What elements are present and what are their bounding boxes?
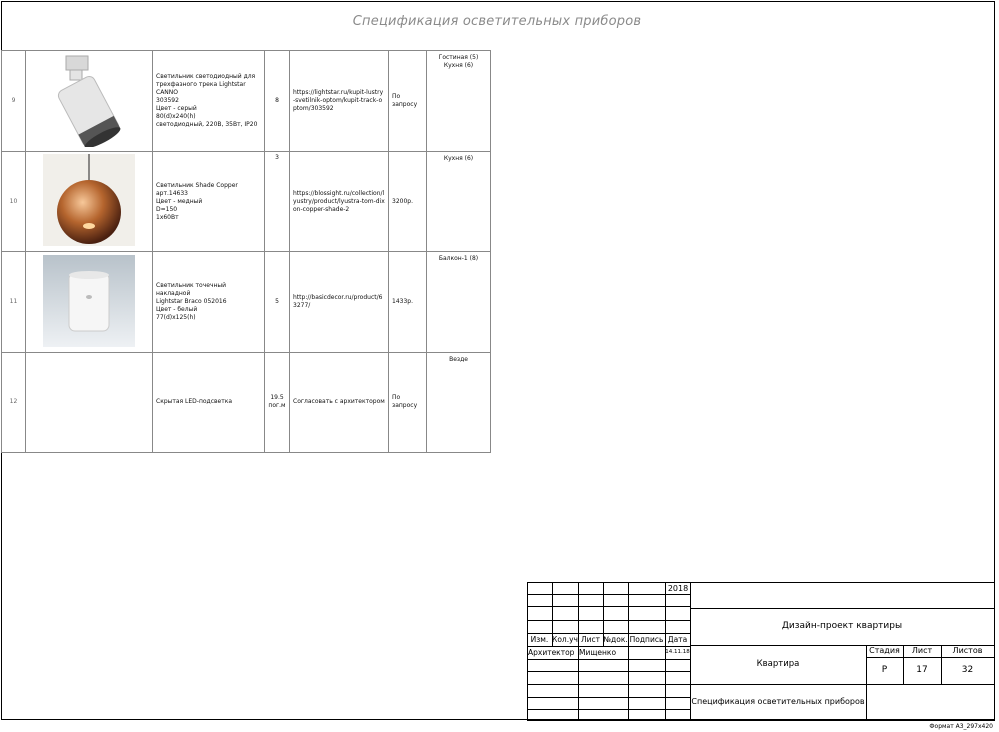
quantity-cell — [265, 352, 290, 452]
description-line: Светильник Shade Copper арт.14633 — [156, 181, 238, 197]
sheets-label: Листов — [952, 646, 983, 655]
room-cell — [427, 51, 491, 152]
description-line: Светильник точечный накладной — [156, 282, 227, 298]
room-line: Балкон-1 (8) — [438, 255, 479, 263]
price-cell: 1433р. — [389, 252, 427, 352]
product-photo — [26, 152, 153, 252]
price-cell: По запросу — [389, 352, 427, 452]
quantity-cell — [265, 252, 290, 352]
product-link[interactable]: https://blossight.ru/collection/lyustry/product/lyustra-tom-dixon-copper-shade-2 — [290, 152, 389, 252]
description-line: 77(d)x125(h) — [156, 314, 196, 322]
format-label: Формат А3_297х420 — [929, 723, 993, 730]
table-row — [2, 152, 491, 252]
page-title: Спецификация осветительных приборов — [352, 14, 642, 29]
description-line: 80(d)x240(h) — [156, 113, 196, 121]
description-line: трехфазного трека Lightstar CANNO — [156, 81, 246, 97]
sheet-label: Лист — [911, 646, 933, 655]
row-number: 11 — [2, 252, 26, 352]
date-value: 14.11.18 — [665, 649, 690, 655]
product-link[interactable]: https://lightstar.ru/kupit-lustry-svetilnik-optom/kupit-track-optom/303592 — [290, 51, 389, 152]
product-description — [153, 51, 265, 152]
role-label: Архитектор — [528, 648, 575, 657]
product-description — [153, 152, 265, 252]
description-line: Цвет - медный — [156, 197, 203, 205]
description-line: D=150 — [156, 205, 178, 213]
row-number: 12 — [2, 352, 26, 452]
room-cell — [427, 352, 491, 452]
product-photo — [26, 252, 153, 352]
author-name: Мищенко — [579, 648, 617, 657]
product-description — [153, 252, 265, 352]
description-line: светодиодный, 220В, 35Вт, IP20 — [156, 121, 258, 129]
sheets-value: 32 — [961, 665, 974, 675]
description-line: Цвет - белый — [156, 306, 198, 314]
description-line: Lightstar Braco 052016 — [156, 298, 227, 306]
title-block-rule — [527, 720, 995, 721]
column-header: Лист — [580, 635, 600, 644]
column-header: №док. — [603, 635, 628, 644]
row-number: 9 — [2, 51, 26, 152]
project-name: Дизайн-проект квартиры — [781, 621, 903, 631]
price-cell: 3200р. — [389, 152, 427, 252]
room-line: Везде — [449, 355, 468, 363]
quantity-cell — [265, 51, 290, 152]
quantity-value: 3 — [275, 154, 279, 162]
quantity-value: 5 — [275, 298, 279, 306]
description-line: Цвет - серый — [156, 105, 197, 113]
ceiling-spot-icon — [26, 255, 152, 350]
table-row — [2, 352, 491, 452]
copper-pendant-icon — [26, 154, 152, 249]
product-description — [153, 352, 265, 452]
product-link: Согласовать с архитектором — [290, 352, 389, 452]
product-photo — [26, 51, 153, 152]
stage-label: Стадия — [869, 646, 900, 655]
quantity-cell — [265, 152, 290, 252]
room-cell — [427, 152, 491, 252]
table-row — [2, 252, 491, 352]
description-line: 1х60Вт — [156, 213, 179, 221]
price-cell: По запросу — [389, 51, 427, 152]
room-line: Кухня (6) — [443, 62, 474, 69]
column-header: Изм. — [530, 635, 549, 644]
title-block-rule — [527, 582, 995, 583]
product-link[interactable]: http://basicdecor.ru/product/63277/ — [290, 252, 389, 352]
description-line: Светильник светодиодный для — [156, 73, 256, 81]
description-line: Скрытая LED-подсветка — [156, 398, 233, 406]
title-block-rule — [866, 684, 994, 685]
column-header: Подпись — [629, 635, 664, 644]
spec-table — [1, 50, 491, 453]
track-spotlight-icon — [26, 52, 152, 150]
quantity-value: 8 — [275, 97, 279, 105]
title-block-rule — [994, 582, 995, 720]
object-name: Квартира — [756, 659, 800, 669]
sheet-value: 17 — [916, 665, 928, 675]
product-photo — [26, 352, 153, 452]
stage-value: Р — [881, 665, 888, 675]
description-line: 303592 — [156, 97, 179, 105]
column-header: Кол.уч — [552, 635, 578, 644]
table-row — [2, 51, 491, 152]
row-number: 10 — [2, 152, 26, 252]
column-header: Дата — [667, 635, 688, 644]
room-line: Гостиная (5) — [438, 54, 479, 61]
room-line: Кухня (6) — [443, 155, 474, 163]
room-cell — [427, 252, 491, 352]
quantity-value: 19.5 пог.м — [268, 394, 286, 410]
drawing-title: Спецификация осветительных приборов — [691, 697, 865, 706]
year-label: 2018 — [667, 584, 689, 593]
